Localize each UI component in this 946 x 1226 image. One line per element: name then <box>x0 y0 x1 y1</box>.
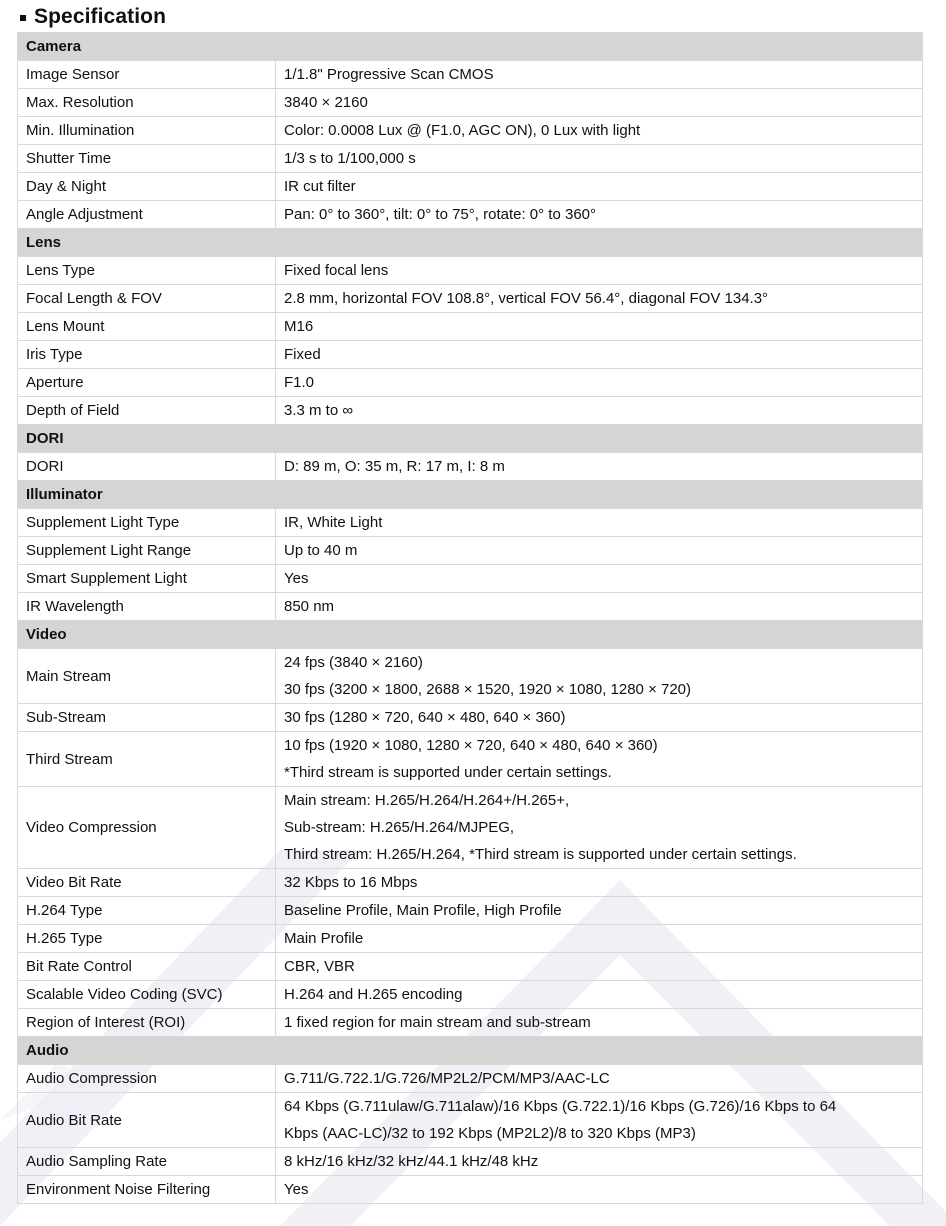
spec-label: H.264 Type <box>18 897 276 925</box>
spec-row <box>18 61 923 89</box>
spec-value-line: 24 fps (3840 × 2160) <box>284 654 423 671</box>
spec-row <box>18 257 923 285</box>
spec-value <box>276 537 923 565</box>
spec-row <box>18 1176 923 1204</box>
spec-value <box>276 89 923 117</box>
spec-row <box>18 89 923 117</box>
section-title: Audio <box>18 1037 276 1065</box>
spec-value <box>276 313 923 341</box>
spec-value <box>276 981 923 1009</box>
spec-label: Audio Compression <box>18 1065 276 1093</box>
specification-table-body <box>18 33 923 1204</box>
spec-value-line: 3840 × 2160 <box>284 94 368 111</box>
section-header-row <box>18 229 923 257</box>
spec-value-line: 64 Kbps (G.711ulaw/G.711alaw)/16 Kbps (G.722.1)/16 Kbps (G.726)/16 Kbps to 64 <box>284 1098 837 1115</box>
spec-value-line: IR cut filter <box>284 178 356 195</box>
spec-label: Shutter Time <box>18 145 276 173</box>
spec-value-line: G.711/G.722.1/G.726/MP2L2/PCM/MP3/AAC-LC <box>284 1070 610 1087</box>
spec-row <box>18 341 923 369</box>
spec-label: Depth of Field <box>18 397 276 425</box>
spec-row <box>18 397 923 425</box>
spec-row <box>18 117 923 145</box>
spec-row <box>18 897 923 925</box>
spec-value-line: Sub-stream: H.265/H.264/MJPEG, <box>284 819 515 836</box>
spec-label: Audio Bit Rate <box>18 1093 276 1148</box>
spec-row <box>18 537 923 565</box>
spec-value <box>276 787 923 869</box>
spec-value-line: Pan: 0° to 360°, tilt: 0° to 75°, rotate: 0° to 360° <box>284 206 597 223</box>
spec-row <box>18 925 923 953</box>
spec-value <box>276 201 923 229</box>
spec-value <box>276 1148 923 1176</box>
spec-label: Supplement Light Type <box>18 509 276 537</box>
spec-value <box>276 61 923 89</box>
spec-row <box>18 953 923 981</box>
spec-label: Bit Rate Control <box>18 953 276 981</box>
spec-value <box>276 897 923 925</box>
spec-row <box>18 201 923 229</box>
spec-value <box>276 117 923 145</box>
spec-value <box>276 145 923 173</box>
section-header-row <box>18 425 923 453</box>
spec-row <box>18 509 923 537</box>
section-header-row <box>18 481 923 509</box>
spec-label: Third Stream <box>18 732 276 787</box>
spec-value <box>276 704 923 732</box>
section-title: Video <box>18 621 276 649</box>
spec-value-line: 8 kHz/16 kHz/32 kHz/44.1 kHz/48 kHz <box>284 1153 539 1170</box>
spec-value <box>276 953 923 981</box>
spec-label: Max. Resolution <box>18 89 276 117</box>
spec-value-line: Yes <box>284 570 309 587</box>
spec-label: Aperture <box>18 369 276 397</box>
spec-value <box>276 397 923 425</box>
section-title: DORI <box>18 425 276 453</box>
section-title: Illuminator <box>18 481 276 509</box>
spec-value <box>276 732 923 787</box>
spec-label: Scalable Video Coding (SVC) <box>18 981 276 1009</box>
spec-label: Audio Sampling Rate <box>18 1148 276 1176</box>
spec-value-line: CBR, VBR <box>284 958 355 975</box>
spec-value-line: H.264 and H.265 encoding <box>284 986 463 1003</box>
section-header-filler <box>276 1037 923 1065</box>
spec-value-line: 3.3 m to ∞ <box>284 402 354 419</box>
spec-row <box>18 1148 923 1176</box>
section-header-filler <box>276 33 923 61</box>
spec-value <box>276 565 923 593</box>
spec-row <box>18 173 923 201</box>
spec-label: Angle Adjustment <box>18 201 276 229</box>
spec-row <box>18 565 923 593</box>
section-header-filler <box>276 621 923 649</box>
spec-value <box>276 593 923 621</box>
spec-value-line: 30 fps (1280 × 720, 640 × 480, 640 × 360) <box>284 709 566 726</box>
spec-label: Region of Interest (ROI) <box>18 1009 276 1037</box>
spec-value <box>276 285 923 313</box>
spec-label: Supplement Light Range <box>18 537 276 565</box>
spec-label: H.265 Type <box>18 925 276 953</box>
spec-row <box>18 285 923 313</box>
spec-value-line: M16 <box>284 318 314 335</box>
spec-label: DORI <box>18 453 276 481</box>
spec-value-line: Fixed focal lens <box>284 262 389 279</box>
spec-value <box>276 453 923 481</box>
spec-label: Lens Type <box>18 257 276 285</box>
spec-value <box>276 1093 923 1148</box>
spec-label: Video Bit Rate <box>18 869 276 897</box>
spec-row <box>18 732 923 787</box>
spec-value-line: IR, White Light <box>284 514 383 531</box>
section-header-row <box>18 621 923 649</box>
spec-value <box>276 257 923 285</box>
spec-label: Environment Noise Filtering <box>18 1176 276 1204</box>
spec-value-line: *Third stream is supported under certain settings. <box>284 764 612 781</box>
spec-value <box>276 1009 923 1037</box>
spec-value-line: Color: 0.0008 Lux @ (F1.0, AGC ON), 0 Lux with light <box>284 122 641 139</box>
page-title: Specification <box>34 5 166 28</box>
spec-value <box>276 1065 923 1093</box>
spec-row <box>18 593 923 621</box>
section-title: Camera <box>18 33 276 61</box>
spec-label: Image Sensor <box>18 61 276 89</box>
spec-value <box>276 173 923 201</box>
spec-value-line: D: 89 m, O: 35 m, R: 17 m, I: 8 m <box>284 458 505 475</box>
spec-row <box>18 1093 923 1148</box>
section-header-row <box>18 33 923 61</box>
spec-value-line: 850 nm <box>284 598 335 615</box>
spec-row <box>18 704 923 732</box>
spec-label: Smart Supplement Light <box>18 565 276 593</box>
heading-bullet-icon <box>20 15 26 21</box>
spec-label: Lens Mount <box>18 313 276 341</box>
section-title: Lens <box>18 229 276 257</box>
spec-value-line: 1/1.8" Progressive Scan CMOS <box>284 66 494 83</box>
spec-row <box>18 1009 923 1037</box>
section-header-filler <box>276 425 923 453</box>
spec-value <box>276 341 923 369</box>
spec-value-line: 32 Kbps to 16 Mbps <box>284 874 418 891</box>
spec-row <box>18 981 923 1009</box>
spec-value-line: Fixed <box>284 346 321 363</box>
spec-label: Focal Length & FOV <box>18 285 276 313</box>
spec-row <box>18 1065 923 1093</box>
spec-label: Video Compression <box>18 787 276 869</box>
section-header-filler <box>276 229 923 257</box>
spec-value-line: 1 fixed region for main stream and sub-stream <box>284 1014 591 1031</box>
spec-value-line: 10 fps (1920 × 1080, 1280 × 720, 640 × 480, 640 × 360) <box>284 737 658 754</box>
spec-value-line: F1.0 <box>284 374 315 391</box>
spec-row <box>18 313 923 341</box>
spec-row <box>18 145 923 173</box>
spec-label: Sub-Stream <box>18 704 276 732</box>
spec-row <box>18 649 923 704</box>
spec-row <box>18 869 923 897</box>
section-header-filler <box>276 481 923 509</box>
spec-value-line: Baseline Profile, Main Profile, High Profile <box>284 902 562 919</box>
spec-value <box>276 509 923 537</box>
spec-value-line: Kbps (AAC-LC)/32 to 192 Kbps (MP2L2)/8 to 320 Kbps (MP3) <box>284 1125 696 1142</box>
section-header-row <box>18 1037 923 1065</box>
spec-label: IR Wavelength <box>18 593 276 621</box>
spec-label: Main Stream <box>18 649 276 704</box>
spec-value-line: Main Profile <box>284 930 364 947</box>
specification-table <box>17 32 923 1204</box>
spec-value <box>276 925 923 953</box>
spec-label: Day & Night <box>18 173 276 201</box>
spec-value-line: 2.8 mm, horizontal FOV 108.8°, vertical FOV 56.4°, diagonal FOV 134.3° <box>284 290 769 307</box>
spec-value-line: Main stream: H.265/H.264/H.264+/H.265+, <box>284 792 570 809</box>
spec-value-line: 1/3 s to 1/100,000 s <box>284 150 416 167</box>
spec-label: Min. Illumination <box>18 117 276 145</box>
spec-value <box>276 369 923 397</box>
spec-value-line: Yes <box>284 1181 309 1198</box>
spec-label: Iris Type <box>18 341 276 369</box>
spec-value <box>276 1176 923 1204</box>
spec-value <box>276 869 923 897</box>
spec-value-line: Third stream: H.265/H.264, *Third stream is supported under certain settings. <box>284 846 797 863</box>
spec-row <box>18 369 923 397</box>
spec-value-line: 30 fps (3200 × 1800, 2688 × 1520, 1920 × 1080, 1280 × 720) <box>284 681 692 698</box>
spec-row <box>18 787 923 869</box>
spec-value-line: Up to 40 m <box>284 542 358 559</box>
spec-value <box>276 649 923 704</box>
section-heading <box>20 4 166 30</box>
spec-row <box>18 453 923 481</box>
